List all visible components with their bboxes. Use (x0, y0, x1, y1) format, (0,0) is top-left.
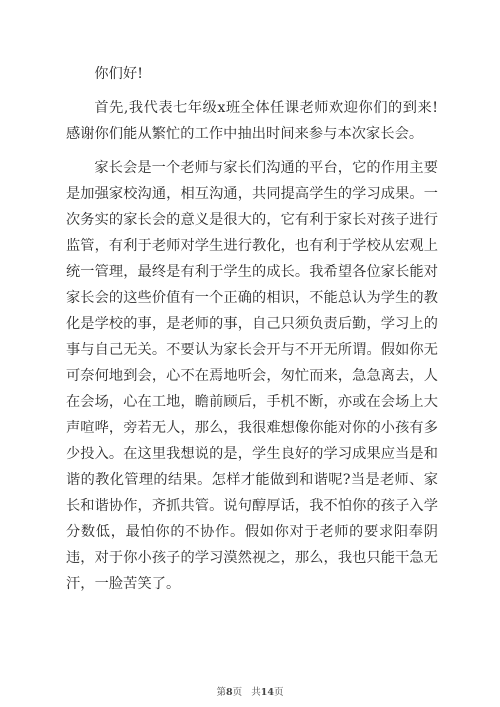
document-body (66, 61, 438, 597)
page-prefix: 第 (216, 687, 227, 698)
total-suffix: 页 (273, 687, 284, 698)
welcome-paragraph: 首先,我代表七年级x班全体任课老师欢迎你们的到来!感谢你们能从繁忙的工作中抽出时间来参与本次家长会。 (66, 100, 438, 142)
greeting-paragraph: 你们好! (94, 66, 144, 82)
total-prefix: 共 (251, 687, 261, 698)
current-page-number: 8 (226, 687, 233, 698)
total-page-number: 14 (260, 687, 274, 698)
body-paragraph: 家长会是一个老师与家长们沟通的平台，它的作用主要是加强家校沟通，相互沟通，共同提高学生的学习成果。一次务实的家长会的意义是很大的，它有利于家长对孩子进行监管，有利于老师对学生进行教化，也有利于学校从宏观上统一管理，最终是有利于学生的成长。我希望各位家长能对家长会的这些价值有一个正确的相识，不能总认为学生的教化是学校的事，是老师的事，自己只须负责后勤，学习上的事与自己无关。不要认为家长会开与不开无所谓。假如你无可奈何地到会，心不在焉地听会，匆忙而来，急急离去，人在会场，心在工地，瞻前顾后，手机不断，亦或在会场上大声喧哗，旁若无人，那么，我很难想像你能对你的小孩有多少投入。在这里我想说的是，学生良好的学习成果应当是和谐的教化管理的结果。怎样才能做到和谐呢?当是老师、家长和谐协作，齐抓共管。说句醇厚话，我不怕你的孩子入学分数低，最怕你的不协作。假如你对于老师的要求阳奉阴违，对于你小孩子的学习漠然视之，那么，我也只能干急无汗，一脸苦笑了。 (66, 160, 438, 592)
page-footer (0, 684, 500, 698)
page-suffix: 页 (232, 687, 243, 698)
